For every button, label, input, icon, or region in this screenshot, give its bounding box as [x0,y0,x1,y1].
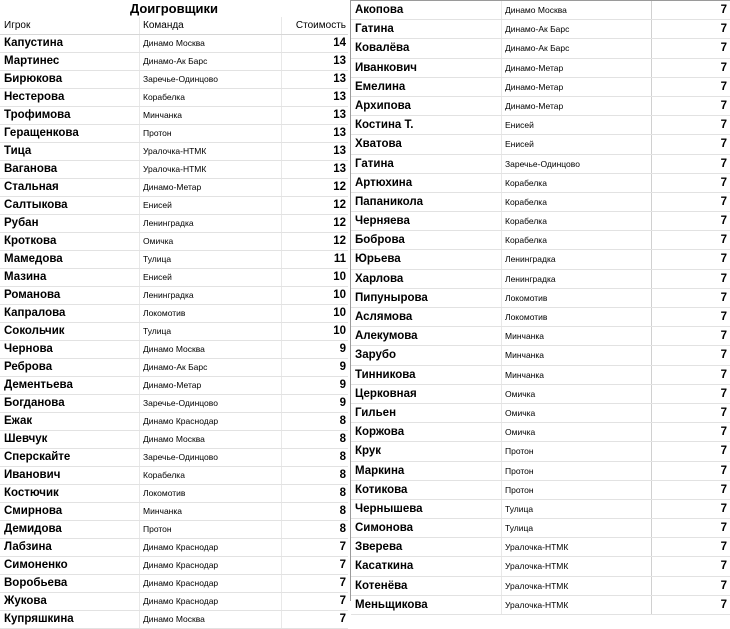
player-cost: 7 [651,423,729,441]
table-title: Доигровщики [129,1,219,16]
player-name: Емелина [355,80,406,93]
table-row [0,503,348,521]
player-name: Гатина [355,157,394,170]
team-name: Динамо Краснодар [139,413,281,430]
player-name: Гатина [355,23,394,36]
team-name: Омичка [501,385,651,403]
player-cost: 7 [651,577,729,595]
player-name: Лабзина [4,541,52,553]
table-row [0,431,348,449]
team-name: Минчанка [501,366,651,384]
player-name: Тица [4,145,32,157]
player-cost: 7 [281,575,348,592]
table-row [351,385,730,404]
table-row [351,404,730,423]
player-cost: 8 [281,413,348,430]
player-name: Бирюкова [4,73,63,85]
team-name: Динамо Краснодар [139,593,281,610]
player-name: Купряшкина [4,613,74,625]
table-row [351,346,730,365]
table-row [351,20,730,39]
team-name: Динамо Москва [139,611,281,628]
player-cost: 13 [281,71,348,88]
team-name: Уралочка-НТМК [501,577,651,595]
table-row [0,521,348,539]
player-cost: 7 [651,97,729,115]
table-row [0,449,348,467]
player-name: Тинникова [355,368,416,381]
team-name: Минчанка [501,346,651,364]
player-name: Романова [4,289,61,301]
team-name: Ленинградка [139,215,281,232]
table-row [351,423,730,442]
table-row [351,557,730,576]
table-row [0,575,348,593]
player-cost: 7 [651,596,729,614]
table-row [0,485,348,503]
player-cost: 7 [281,557,348,574]
table-row [0,557,348,575]
player-name: Ковалёва [355,42,410,55]
player-cost: 7 [651,193,729,211]
player-name: Геращенкова [4,127,79,139]
team-name: Динамо Москва [139,341,281,358]
player-cost: 7 [651,346,729,364]
team-name: Енисей [501,135,651,153]
team-name: Енисей [139,269,281,286]
player-cost: 12 [281,179,348,196]
player-name: Мамедова [4,253,63,265]
player-name: Симоненко [4,559,68,571]
team-name: Корабелка [501,193,651,211]
player-cost: 9 [281,377,348,394]
player-cost: 9 [281,359,348,376]
player-cost: 10 [281,269,348,286]
table-row [351,135,730,154]
player-cost: 8 [281,503,348,520]
team-name: Динамо Москва [501,1,651,19]
table-row [0,305,348,323]
player-name: Аслямова [355,311,413,323]
table-row [0,467,348,485]
player-cost: 7 [651,39,729,57]
player-cost: 7 [651,366,729,384]
player-name: Иванович [4,469,61,481]
team-name: Локомотив [501,308,651,326]
team-name: Омичка [501,423,651,441]
team-name: Динамо-Метар [139,179,281,196]
player-name: Артюхина [355,176,413,189]
player-name: Черняева [355,215,410,228]
team-name: Протон [501,462,651,480]
table-row [0,341,348,359]
player-name: Воробьева [4,577,68,589]
team-name: Динамо Краснодар [139,575,281,592]
table-row [0,539,348,557]
table-row [0,71,348,89]
team-name: Уралочка-НТМК [139,161,281,178]
player-cost: 8 [281,467,348,484]
table-row [0,269,348,287]
player-cost: 12 [281,197,348,214]
player-name: Меньщикова [355,598,428,611]
team-name: Тулица [501,500,651,518]
player-cost: 12 [281,215,348,232]
player-cost: 7 [651,135,729,153]
team-name: Протон [139,521,281,538]
table-row [351,174,730,193]
left-table-panel [0,0,348,625]
team-name: Динамо-Метар [501,97,651,115]
team-name: Ленинградка [501,250,651,268]
player-name: Алекумова [355,330,418,343]
team-name: Динамо-Ак Барс [501,20,651,38]
player-name: Костина Т. [355,119,414,132]
table-row [0,323,348,341]
team-name: Динамо Москва [139,35,281,52]
player-cost: 7 [651,116,729,134]
player-cost: 13 [281,161,348,178]
player-name: Юрьева [355,253,401,266]
player-name: Ваганова [4,163,58,175]
team-name: Заречье-Одинцово [139,449,281,466]
player-cost: 7 [281,611,348,628]
left-table-body [0,35,348,629]
player-cost: 7 [651,250,729,268]
header-team: Команда [139,17,281,34]
team-name: Корабелка [501,212,651,230]
table-row [351,481,730,500]
team-name: Корабелка [139,467,281,484]
table-row [351,97,730,116]
table-row [0,377,348,395]
player-cost: 7 [651,231,729,249]
team-name: Динамо-Метар [139,377,281,394]
player-name: Дементьева [4,379,73,391]
player-name: Трофимова [4,109,71,121]
player-cost: 7 [651,212,729,230]
player-name: Иванкович [355,61,417,74]
player-cost: 13 [281,125,348,142]
team-name: Заречье-Одинцово [139,395,281,412]
player-name: Демидова [4,523,62,535]
table-row [351,519,730,538]
team-name: Динамо-Ак Барс [139,53,281,70]
right-table-panel [350,0,730,611]
player-cost: 7 [651,174,729,192]
team-name: Енисей [139,197,281,214]
player-name: Маркина [355,464,405,477]
team-name: Корабелка [501,174,651,192]
player-cost: 7 [651,308,729,326]
table-row [351,250,730,269]
player-name: Зверева [355,541,403,554]
table-row [351,462,730,481]
table-row [351,442,730,461]
team-name: Динамо Краснодар [139,539,281,556]
table-row [351,500,730,519]
player-cost: 7 [651,557,729,575]
player-name: Касаткина [355,560,414,573]
team-name: Омичка [501,404,651,422]
table-row [0,593,348,611]
team-name: Минчанка [139,107,281,124]
player-name: Крук [355,445,382,458]
table-row [0,107,348,125]
team-name: Локомотив [501,289,651,307]
player-name: Чернышева [355,502,423,515]
table-row [351,39,730,58]
player-cost: 14 [281,35,348,52]
player-name: Мазина [4,271,47,283]
player-cost: 9 [281,341,348,358]
player-name: Салтыкова [4,199,68,211]
table-row [0,143,348,161]
player-name: Стальная [4,181,59,193]
player-name: Сперскайте [4,451,71,463]
player-name: Хватова [355,138,402,151]
team-name: Динамо Краснодар [139,557,281,574]
player-cost: 7 [651,289,729,307]
table-row [351,366,730,385]
player-name: Церковная [355,387,417,400]
player-name: Чернова [4,343,53,355]
player-cost: 7 [651,78,729,96]
player-cost: 9 [281,395,348,412]
player-cost: 7 [281,539,348,556]
player-cost: 7 [651,20,729,38]
team-name: Тулица [139,251,281,268]
player-name: Сокольчик [4,325,65,337]
player-cost: 8 [281,449,348,466]
player-name: Папаникола [355,195,424,208]
table-row [351,78,730,97]
table-row [0,89,348,107]
player-name: Смирнова [4,505,63,517]
player-cost: 7 [651,404,729,422]
team-name: Минчанка [139,503,281,520]
header-cost: Стоимость [281,17,348,34]
player-cost: 13 [281,89,348,106]
table-row [0,215,348,233]
right-table-body [351,1,730,615]
table-row [351,231,730,250]
team-name: Динамо-Метар [501,59,651,77]
team-name: Локомотив [139,485,281,502]
player-cost: 7 [281,593,348,610]
team-name: Уралочка-НТМК [501,557,651,575]
table-row [0,611,348,629]
table-row [0,233,348,251]
table-row [351,116,730,135]
player-name: Ежак [4,415,33,427]
player-name: Рубан [4,217,39,229]
table-row [0,359,348,377]
player-name: Зарубо [355,349,396,362]
player-cost: 13 [281,107,348,124]
team-name: Уралочка-НТМК [501,538,651,556]
team-name: Уралочка-НТМК [501,596,651,614]
table-row [351,193,730,212]
team-name: Омичка [139,233,281,250]
player-cost: 7 [651,442,729,460]
player-name: Богданова [4,397,65,409]
table-row [351,59,730,78]
player-name: Капустина [4,37,64,49]
team-name: Ленинградка [139,287,281,304]
player-name: Капралова [4,307,66,319]
player-cost: 13 [281,143,348,160]
player-cost: 8 [281,485,348,502]
team-name: Динамо Москва [139,431,281,448]
team-name: Минчанка [501,327,651,345]
player-cost: 7 [651,481,729,499]
table-row [0,413,348,431]
player-name: Жукова [4,595,47,607]
player-name: Реброва [4,361,53,373]
table-row [351,289,730,308]
player-name: Пипунырова [355,291,428,304]
table-row [0,35,348,53]
player-name: Боброва [355,234,405,247]
table-row [0,179,348,197]
player-cost: 10 [281,323,348,340]
player-cost: 10 [281,287,348,304]
table-row [0,125,348,143]
player-name: Костючик [4,487,59,499]
player-name: Мартинес [4,55,60,67]
player-cost: 7 [651,59,729,77]
table-header [0,17,348,35]
player-cost: 13 [281,53,348,70]
team-name: Протон [501,442,651,460]
player-cost: 7 [651,270,729,288]
team-name: Протон [139,125,281,142]
player-cost: 7 [651,462,729,480]
player-name: Котенёва [355,579,408,592]
team-name: Енисей [501,116,651,134]
player-name: Нестерова [4,91,65,103]
team-name: Локомотив [139,305,281,322]
table-row [0,395,348,413]
player-cost: 7 [651,327,729,345]
table-row [351,1,730,20]
table-row [351,327,730,346]
player-cost: 7 [651,155,729,173]
table-row [351,155,730,174]
team-name: Ленинградка [501,270,651,288]
header-player: Игрок [4,20,31,31]
table-row [351,270,730,289]
player-name: Коржова [355,426,405,439]
team-name: Динамо-Ак Барс [501,39,651,57]
player-name: Симонова [355,522,414,535]
player-cost: 8 [281,521,348,538]
team-name: Заречье-Одинцово [501,155,651,173]
player-cost: 7 [651,1,729,19]
player-cost: 7 [651,538,729,556]
player-name: Акопова [355,4,404,16]
player-cost: 7 [651,385,729,403]
player-name: Шевчук [4,433,48,445]
player-cost: 10 [281,305,348,322]
team-name: Тулица [139,323,281,340]
player-name: Кроткова [4,235,57,247]
table-row [351,212,730,231]
team-name: Динамо-Ак Барс [139,359,281,376]
table-row [351,538,730,557]
team-name: Корабелка [139,89,281,106]
player-cost: 7 [651,500,729,518]
table-row [351,308,730,327]
table-row [351,596,730,615]
table-row [0,287,348,305]
table-row [0,53,348,71]
table-row [0,161,348,179]
table-row [351,577,730,596]
team-name: Протон [501,481,651,499]
team-name: Динамо-Метар [501,78,651,96]
player-cost: 11 [281,251,348,268]
team-name: Тулица [501,519,651,537]
table-row [0,197,348,215]
player-cost: 7 [651,519,729,537]
table-row [0,251,348,269]
player-name: Гильен [355,406,397,419]
player-name: Котикова [355,483,408,496]
player-name: Архипова [355,99,411,112]
team-name: Заречье-Одинцово [139,71,281,88]
team-name: Корабелка [501,231,651,249]
team-name: Уралочка-НТМК [139,143,281,160]
player-cost: 12 [281,233,348,250]
player-name: Харлова [355,272,404,285]
player-cost: 8 [281,431,348,448]
